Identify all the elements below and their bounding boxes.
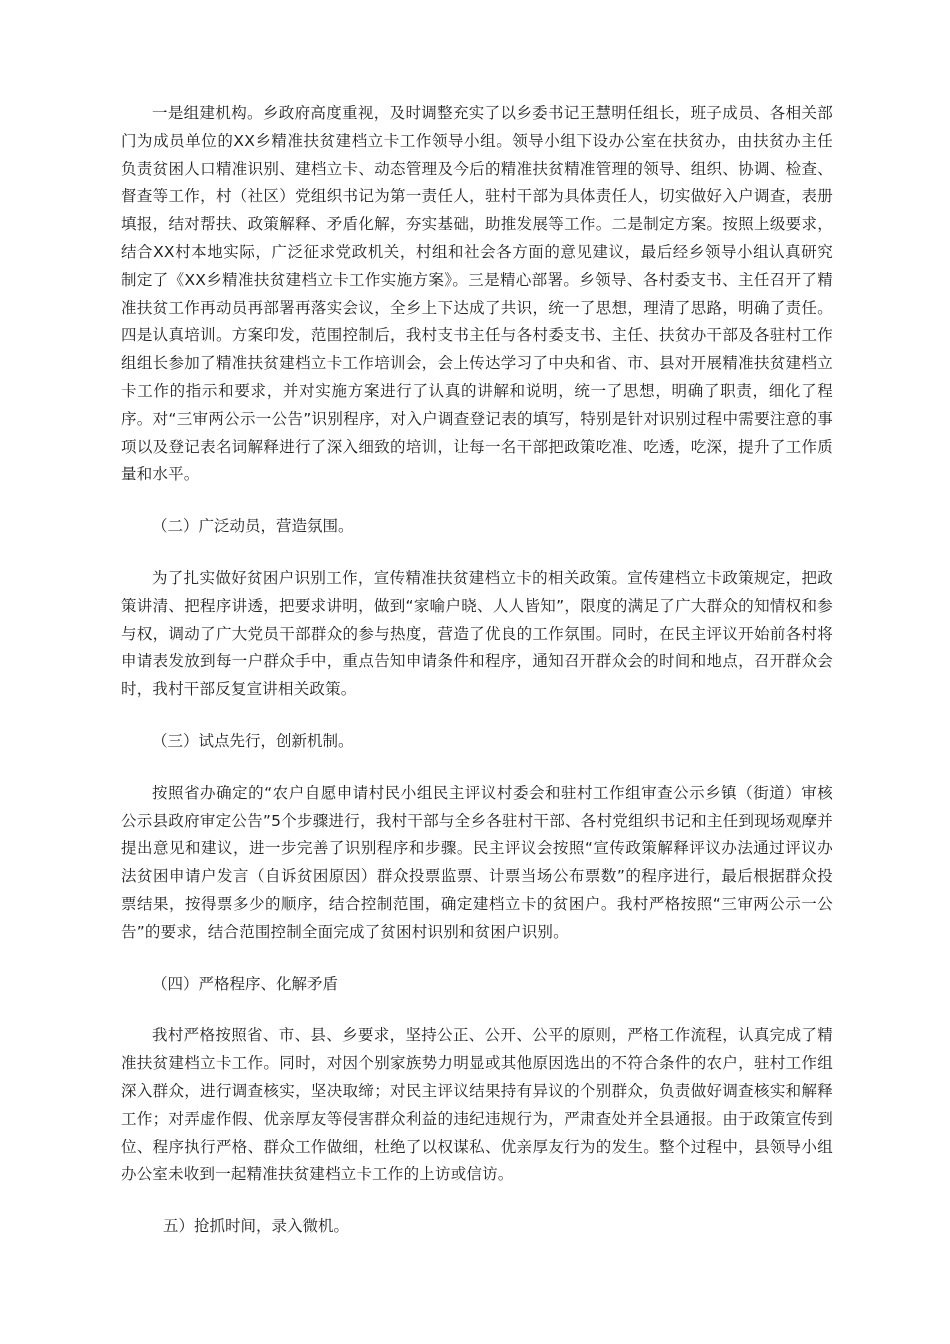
paragraph-pilot: 按照省办确定的“农户自愿申请村民小组民主评议村委会和驻村工作组审查公示乡镇（街道）审核公示县政府审定公告”5个步骤进行，我村干部与全乡各驻村干部、各村党组织书记和主任到现场观摩并提出意见和建议，进一步完善了识别程序和步骤。民主评议会按照“宣传政策解释评议办法通过评议办法贫困申请户发言（自诉贫困原因）群众投票监票、计票当场公布票数”的程序进行，最后根据群众投票结果，按得票多少的顺序，结合控制范围，确定建档立卡的贫困户。我村严格按照“三审两公示一公告”的要求，结合范围控制全面完成了贫困村识别和贫困户识别。 xyxy=(121,783,833,941)
section-heading-5: 五）抢抓时间，录入微机。 xyxy=(163,1217,350,1236)
paragraph-organization: 一是组建机构。乡政府高度重视，及时调整充实了以乡委书记王慧明任组长，班子成员、各相关部门为成员单位的XX乡精准扶贫建档立卡工作领导小组。领导小组下设办公室在扶贫办，由扶贫办主任负责贫困人口精准识别、建档立卡、动态管理及今后的精准扶贫精准管理的领导、组织、协调、检查、督查等工作，村（社区）党组织书记为第一责任人，驻村干部为具体责任人，切实做好入户调查，表册填报，结对帮扶、政策解释、矛盾化解，夯实基础，助推发展等工作。二是制定方案。按照上级要求，结合XX村本地实际，广泛征求党政机关，村组和社会各方面的意见建议，最后经乡领导小组认真研究制定了《XX乡精准扶贫建档立卡工作实施方案》。三是精心部署。乡领导、各村委支书、主任召开了精准扶贫工作再动员再部署再落实会议，全乡上下达成了共识，统一了思想，理清了思路，明确了责任。四是认真培训。方案印发，范围控制后，我村支书主任与各村委支书、主任、扶贫办干部及各驻村工作组组长参加了精准扶贫建档立卡工作培训会，会上传达学习了中央和省、市、县对开展精准扶贫建档立卡工作的指示和要求，并对实施方案进行了认真的讲解和说明，统一了思想，明确了职责，细化了程序。对“三审两公示一公告”识别程序，对入户调查登记表的填写，特别是针对识别过程中需要注意的事项以及登记表名词解释进行了深入细致的培训，让每一名干部把政策吃准、吃透，吃深，提升了工作质量和水平。 xyxy=(121,104,833,484)
section-heading-2: （二）广泛动员，营造氛围。 xyxy=(152,517,354,536)
document-body xyxy=(121,100,833,1241)
section-heading-3: （三）试点先行，创新机制。 xyxy=(152,731,354,750)
paragraph-mobilization: 为了扎实做好贫困户识别工作，宣传精准扶贫建档立卡的相关政策。宣传建档立卡政策规定，把政策讲清、把程序讲透，把要求讲明，做到“家喻户晓、人人皆知”，限度的满足了广大群众的知情权和参与权，调动了广大党员干部群众的参与热度，营造了优良的工作氛围。同时，在民主评议开始前各村将申请表发放到每一户群众手中，重点告知申请条件和程序，通知召开群众会的时间和地点，召开群众会时，我村干部反复宣讲相关政策。 xyxy=(121,568,833,699)
section-heading-4: （四）严格程序、化解矛盾 xyxy=(152,974,339,993)
paragraph-procedure: 我村严格按照省、市、县、乡要求，坚持公正、公开、公平的原则，严格工作流程，认真完成了精准扶贫建档立卡工作。同时，对因个别家族势力明显或其他原因选出的不符合条件的农户，驻村工作组深入群众，进行调查核实，坚决取缔；对民主评议结果持有异议的个别群众，负责做好调查核实和解释工作；对弄虚作假、优亲厚友等侵害群众利益的违纪违规行为，严肃查处并全县通报。由于政策宣传到位、程序执行严格、群众工作做细，杜绝了以权谋私、优亲厚友行为的发生。整个过程中，县领导小组办公室未收到一起精准扶贫建档立卡工作的上访或信访。 xyxy=(121,1026,833,1184)
